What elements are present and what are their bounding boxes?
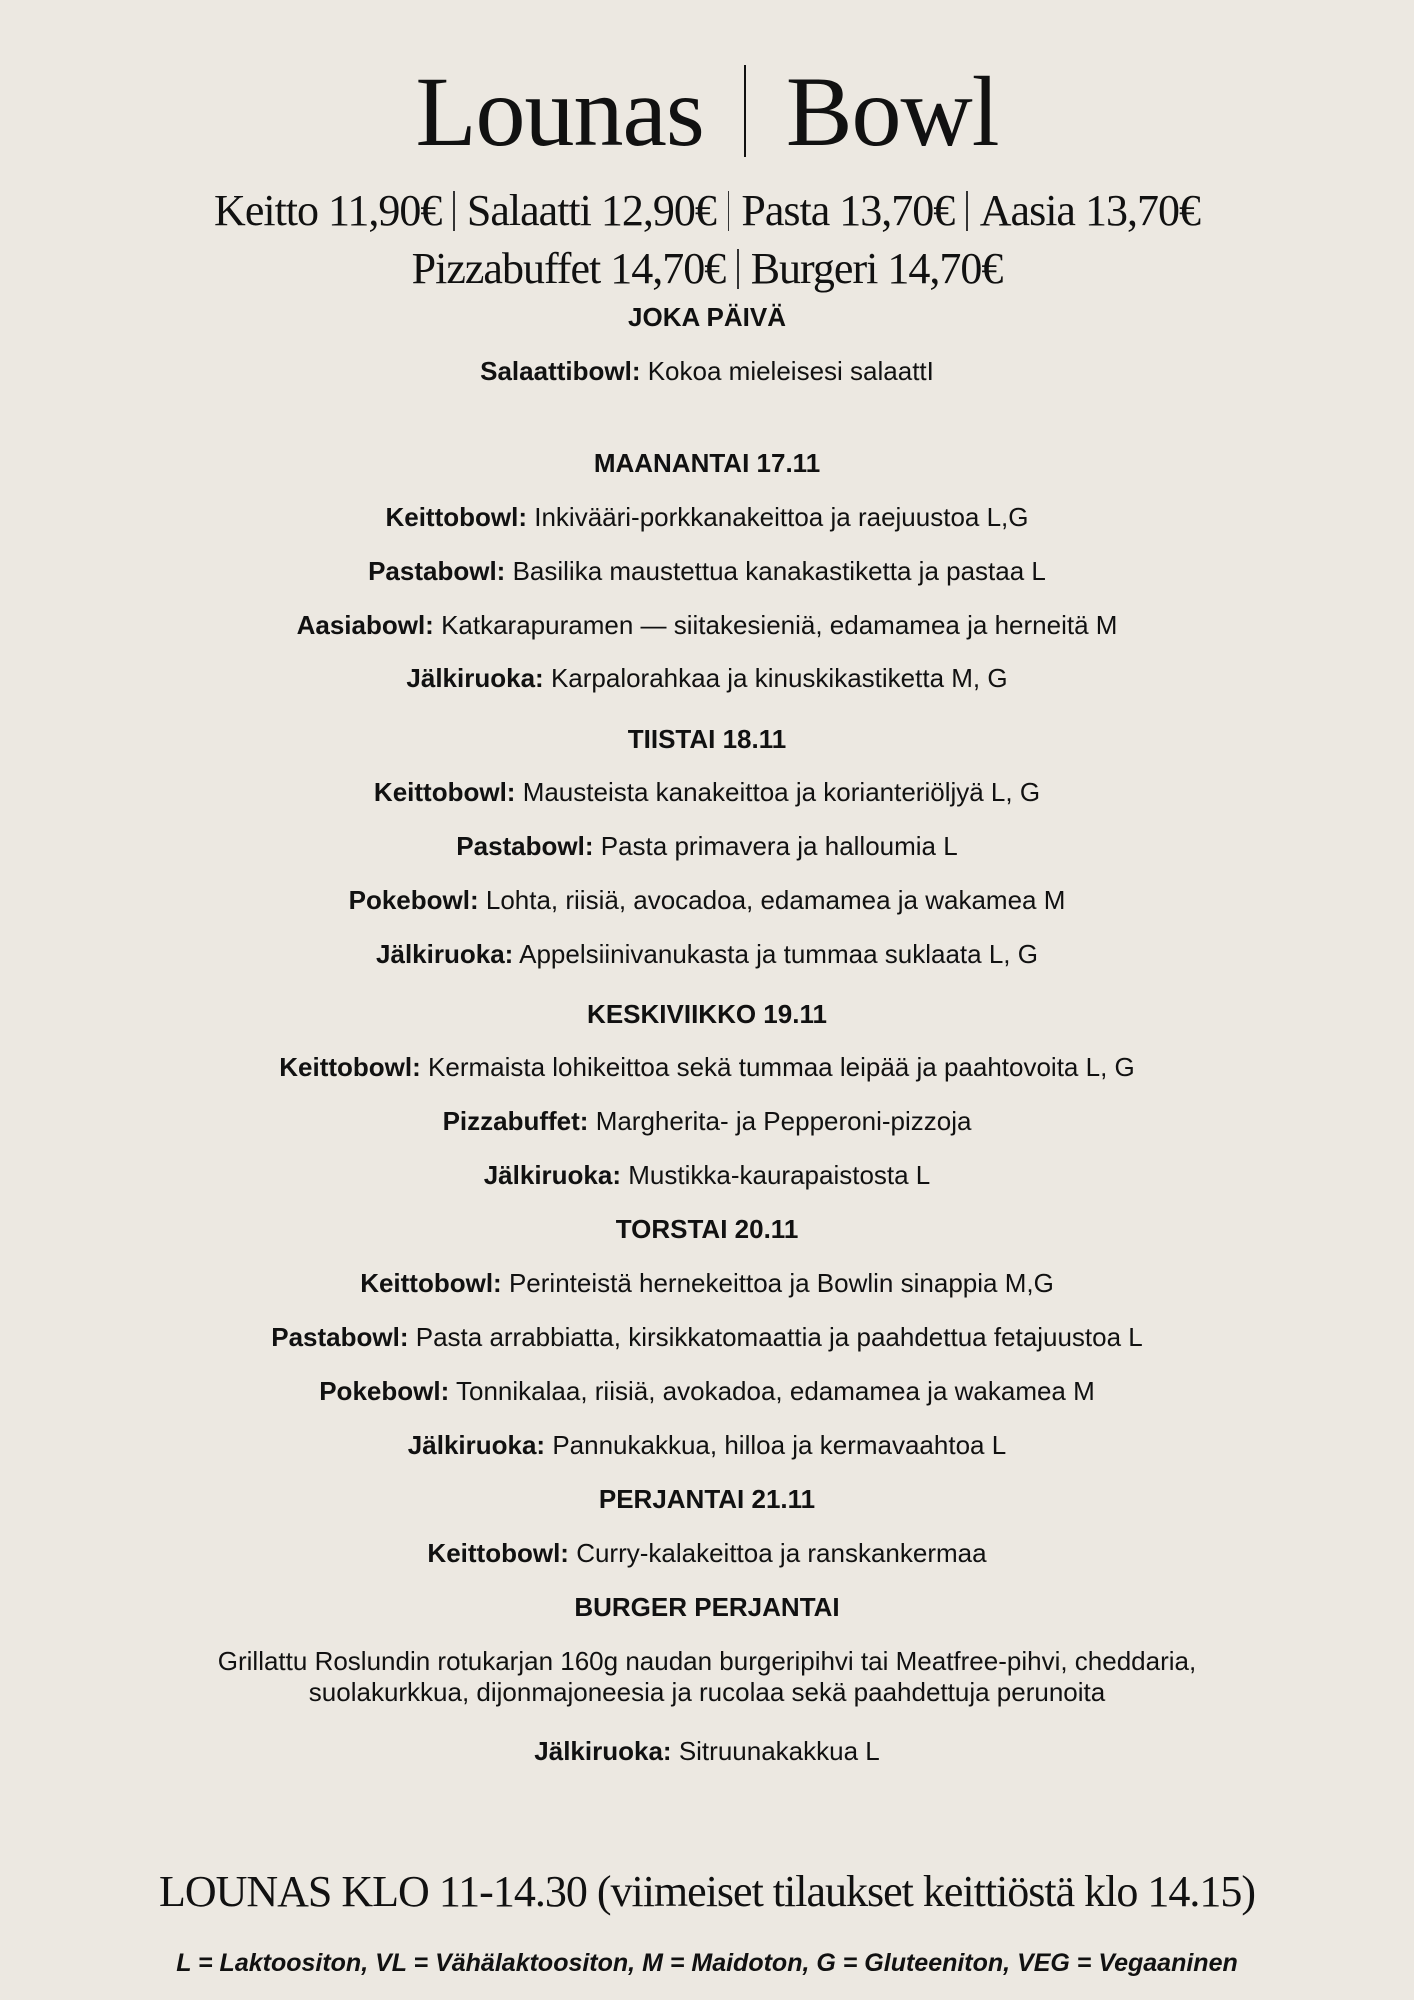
menu-item (0, 1320, 1414, 1354)
menu-item-text: Inkivääri-porkkanakeittoa ja raejuustoa L,G (534, 502, 1029, 532)
menu-item (0, 829, 1414, 863)
price-row-2 (0, 241, 1414, 297)
menu-item-text: Curry-kalakeittoa ja ranskankermaa (576, 1538, 987, 1568)
menu-item-text: Mausteista kanakeittoa ja korianteriöljyä L, G (522, 777, 1041, 807)
diet-legend: L = Laktoositon, VL = Vähälaktoositon, M = Maidoton, G = Gluteeniton, VEG = Vegaaninen (176, 1949, 1238, 1977)
menu-item-text: Margherita- ja Pepperoni-pizzoja (595, 1106, 972, 1136)
day-heading: KESKIVIIKKO 19.11 (587, 999, 827, 1029)
menu-item (0, 1104, 1414, 1138)
menu-item-label: Jälkiruoka: (407, 1430, 546, 1460)
menu-item (0, 1374, 1414, 1408)
day-heading: TORSTAI 20.11 (615, 1214, 799, 1244)
price-salaatti: Salaatti 12,90€ (466, 186, 716, 235)
price-burgeri: Burgeri 14,70€ (750, 244, 1003, 293)
menu-item (0, 883, 1414, 917)
menu-item-label: Pokebowl: (319, 1376, 450, 1406)
price-row-1 (0, 183, 1414, 239)
menu-item-text: Mustikka-kaurapaistosta L (628, 1160, 931, 1190)
day-heading: MAANANTAI 17.11 (593, 448, 821, 478)
menu-item-label: Jälkiruoka: (483, 1160, 622, 1190)
price-pizzabuffet: Pizzabuffet 14,70€ (411, 244, 726, 293)
menu-item-label: Pastabowl: (456, 831, 594, 861)
menu-item (0, 354, 1414, 388)
menu-item-label: Keittobowl: (373, 777, 516, 807)
menu-item-label: Jälkiruoka: (406, 663, 544, 693)
menu-item-label: Aasiabowl: (296, 610, 434, 640)
menu-item (0, 937, 1414, 971)
menu-item (0, 1734, 1414, 1768)
menu-item (0, 1050, 1414, 1084)
day-heading: PERJANTAI 21.11 (598, 1484, 816, 1514)
menu-item-label: Keittobowl: (279, 1052, 421, 1082)
menu-item (0, 608, 1414, 642)
menu-item (0, 500, 1414, 534)
menu-item-text: Sitruunakakkua L (678, 1736, 880, 1766)
lunch-hours: LOUNAS KLO 11-14.30 (viimeiset tilaukset keittiöstä klo 14.15) (158, 1867, 1256, 1916)
price-divider (728, 191, 730, 231)
menu-item-label: Pastabowl: (271, 1322, 409, 1352)
menu-item (0, 661, 1414, 695)
menu-item-label: Salaattibowl: (480, 356, 641, 386)
menu-item-text: Kokoa mieleisesi salaattI (647, 356, 934, 386)
menu-item-label: Keittobowl: (385, 502, 527, 532)
menu-item-text: Katkarapuramen — siitakesieniä, edamamea ja herneitä M (441, 610, 1118, 640)
price-divider (453, 191, 455, 231)
menu-item (0, 1266, 1414, 1300)
menu-item (0, 1428, 1414, 1462)
menu-item (0, 1158, 1414, 1192)
menu-item-text: Lohta, riisiä, avocadoa, edamamea ja wakamea M (485, 885, 1066, 915)
section-heading-burger: BURGER PERJANTAI (574, 1592, 840, 1622)
menu-item-label: Pokebowl: (348, 885, 479, 915)
price-pasta: Pasta 13,70€ (741, 186, 955, 235)
menu-item (0, 775, 1414, 809)
page-title (0, 52, 1414, 172)
menu-item-text: Perinteistä hernekeittoa ja Bowlin sinappia M,G (508, 1268, 1054, 1298)
menu-item-text: Basilika maustettua kanakastiketta ja pastaa L (512, 556, 1046, 586)
price-keitto: Keitto 11,90€ (214, 186, 442, 235)
menu-item-text: Pasta arrabbiatta, kirsikkatomaattia ja paahdettua fetajuustoa L (415, 1322, 1143, 1352)
menu-item (0, 1536, 1414, 1570)
menu-item-label: Keittobowl: (427, 1538, 569, 1568)
menu-item-text: Pasta primavera ja halloumia L (600, 831, 958, 861)
day-heading: TIISTAI 18.11 (627, 724, 787, 754)
price-divider (966, 191, 968, 231)
section-heading-every-day: JOKA PÄIVÄ (628, 302, 786, 332)
menu-item-label: Pastabowl: (368, 556, 506, 586)
title-divider (744, 65, 746, 157)
menu-item (0, 554, 1414, 588)
title-left: Lounas (415, 56, 704, 167)
price-divider (737, 249, 739, 289)
menu-item-label: Jälkiruoka: (376, 939, 514, 969)
menu-item-text: Pannukakkua, hilloa ja kermavaahtoa L (552, 1430, 1007, 1460)
price-aasia: Aasia 13,70€ (979, 186, 1200, 235)
menu-item-label: Keittobowl: (360, 1268, 502, 1298)
menu-item-text: Tonnikalaa, riisiä, avokadoa, edamamea ja wakamea M (456, 1376, 1095, 1406)
menu-item-text: Appelsiinivanukasta ja tummaa suklaata L, G (519, 939, 1038, 969)
menu-item-text: Kermaista lohikeittoa sekä tummaa leipää ja paahtovoita L, G (428, 1052, 1135, 1082)
menu-item-label: Jälkiruoka: (534, 1736, 672, 1766)
burger-description: Grillattu Roslundin rotukarjan 160g naudan burgeripihvi tai Meatfree-pihvi, cheddaria, suolakurkkua, dijonmajoneesia ja rucolaa sekä paahdettuja perunoita (217, 1646, 1197, 1707)
menu-item-label: Pizzabuffet: (442, 1106, 589, 1136)
menu-item-text: Karpalorahkaa ja kinuskikastiketta M, G (550, 663, 1008, 693)
title-right: Bowl (785, 56, 999, 167)
